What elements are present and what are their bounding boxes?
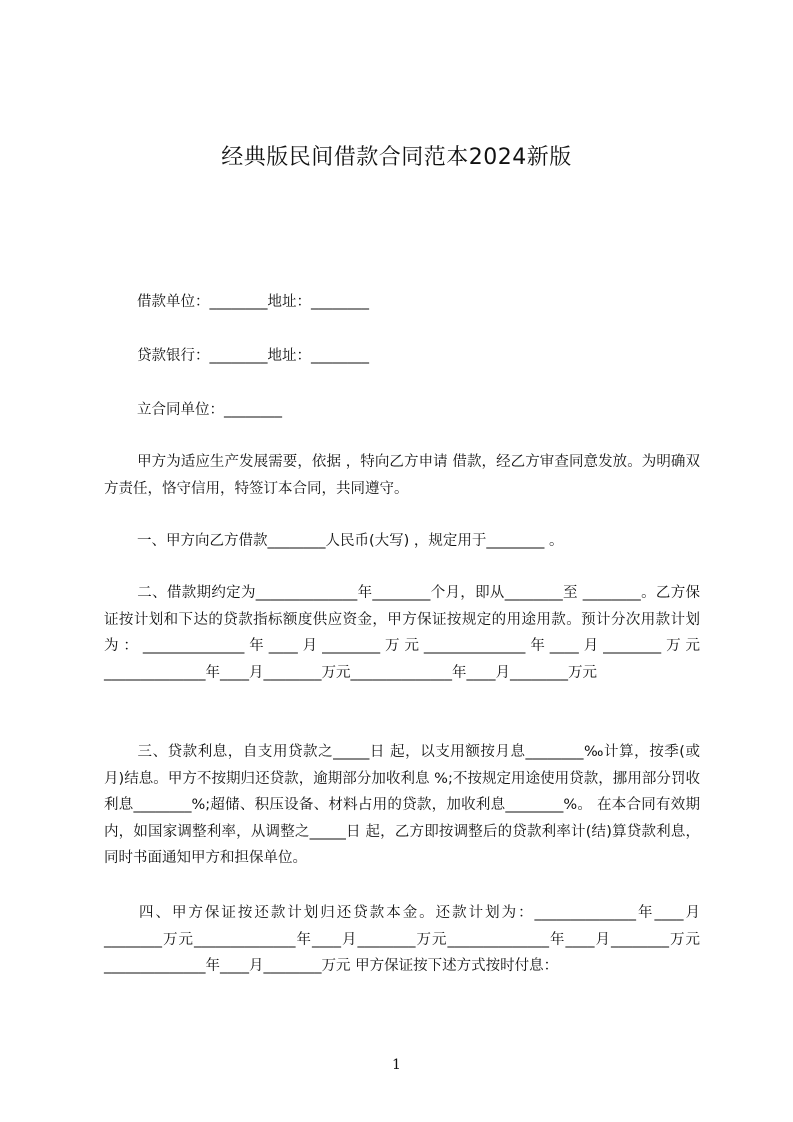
- clause-4-text: 四、甲方保证按还款计划归还贷款本金。还款计划为：______________年____月________万元______________年____月________万元______________年____月________万元______________年____月________万元 甲方保证按下述方式按时付息：: [104, 905, 700, 974]
- preamble-paragraph: [104, 449, 700, 502]
- clause-4-paragraph: [104, 900, 700, 980]
- clause-1-text: 一、甲方向乙方借款________人民币(大写) ，规定用于________ 。: [137, 533, 564, 549]
- clause-3-paragraph: [104, 739, 700, 872]
- clause-3-text: 三、贷款利息，自支用贷款之_____日 起，以支用额按月息________‰计算，按季(或月)结息。甲方不按期归还贷款，逾期部分加收利息 %;不按规定用途使用贷款，挪用部分罚收利息________%;超储、积压设备、材料占用的贷款，加收利息________%。 在本合同有效期内，如国家调整利率，从调整之_____日 起，乙方即按调整后的贷款利率计(结)算贷款利息，同时书面通知甲方和担保单位。: [104, 744, 700, 866]
- clause-1-paragraph: [104, 528, 700, 555]
- clause-2-text: 二、借款期约定为______________年________个月，即从________至 ________。乙方保证按计划和下达的贷款指标额度供应资金，甲方保证按规定的用途用款。预计分次用款计划为：______________年____月________万元______________年____月________万元______________年____月________万元______________年____月________万元: [104, 585, 700, 681]
- page-title: 经典版民间借款合同范本2024新版: [221, 145, 572, 170]
- preamble-text: 甲方为适应生产发展需要，依据 ，特向乙方申请 借款，经乙方审查同意发放。为明确双方责任，恪守信用，特签订本合同，共同遵守。: [104, 454, 700, 497]
- clause-2-paragraph: [104, 580, 700, 686]
- borrower-field: 借款单位：________地址：________: [137, 294, 369, 310]
- lender-bank-field: 贷款银行：________地址：________: [137, 348, 369, 364]
- page-number: 1: [392, 1057, 401, 1073]
- contract-party-field: 立合同单位：________: [137, 402, 282, 418]
